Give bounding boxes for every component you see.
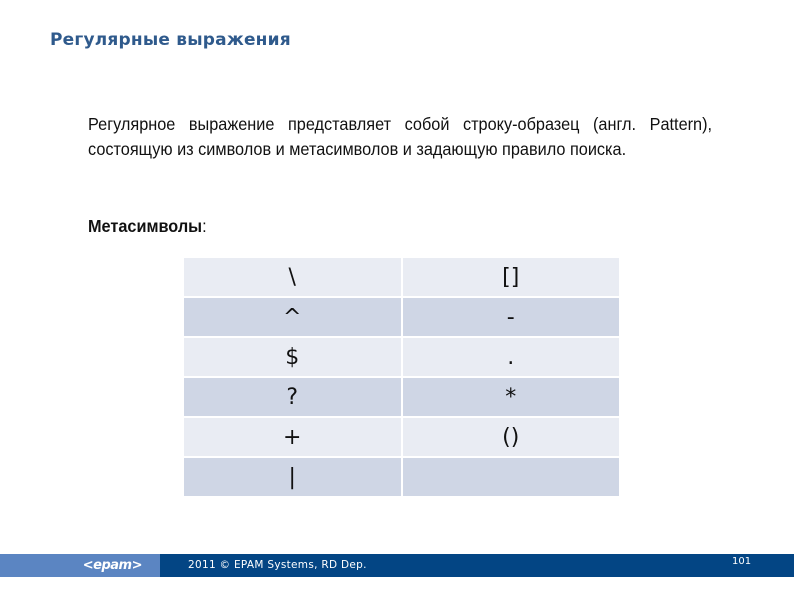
table-cell: * bbox=[402, 377, 621, 417]
copyright-text: 2011 © EPAM Systems, RD Dep. bbox=[188, 559, 367, 571]
table-cell: [] bbox=[402, 257, 621, 297]
footer-bar bbox=[0, 554, 794, 577]
table-cell: + bbox=[183, 417, 402, 457]
metasymbols-label-bold: Метасимволы bbox=[88, 216, 203, 236]
table-row bbox=[183, 257, 620, 297]
table-cell: \ bbox=[183, 257, 402, 297]
metasymbols-label bbox=[88, 216, 207, 237]
table-cell: ^ bbox=[183, 297, 402, 337]
table-row bbox=[183, 417, 620, 457]
table-cell: () bbox=[402, 417, 621, 457]
table-row bbox=[183, 377, 620, 417]
table-cell: ? bbox=[183, 377, 402, 417]
table-cell: . bbox=[402, 337, 621, 377]
definition-paragraph: Регулярное выражение представляет собой строку-образец (англ. Pattern), состоящую из символов и метасимволов и задающую правило поиска. bbox=[88, 114, 713, 159]
metasymbols-table bbox=[182, 256, 621, 498]
metasymbols-label-colon: : bbox=[202, 216, 207, 236]
table-cell: - bbox=[402, 297, 621, 337]
page-number: 101 bbox=[732, 556, 752, 567]
footer-info-area bbox=[160, 554, 794, 577]
table-row bbox=[183, 337, 620, 377]
slide-title: Регулярные выражения bbox=[50, 30, 291, 50]
table-row bbox=[183, 457, 620, 497]
table-cell: | bbox=[183, 457, 402, 497]
table-row bbox=[183, 297, 620, 337]
table-cell: $ bbox=[183, 337, 402, 377]
footer-logo-area bbox=[0, 554, 160, 577]
table-cell bbox=[402, 457, 621, 497]
epam-logo: <epam> bbox=[82, 558, 142, 573]
